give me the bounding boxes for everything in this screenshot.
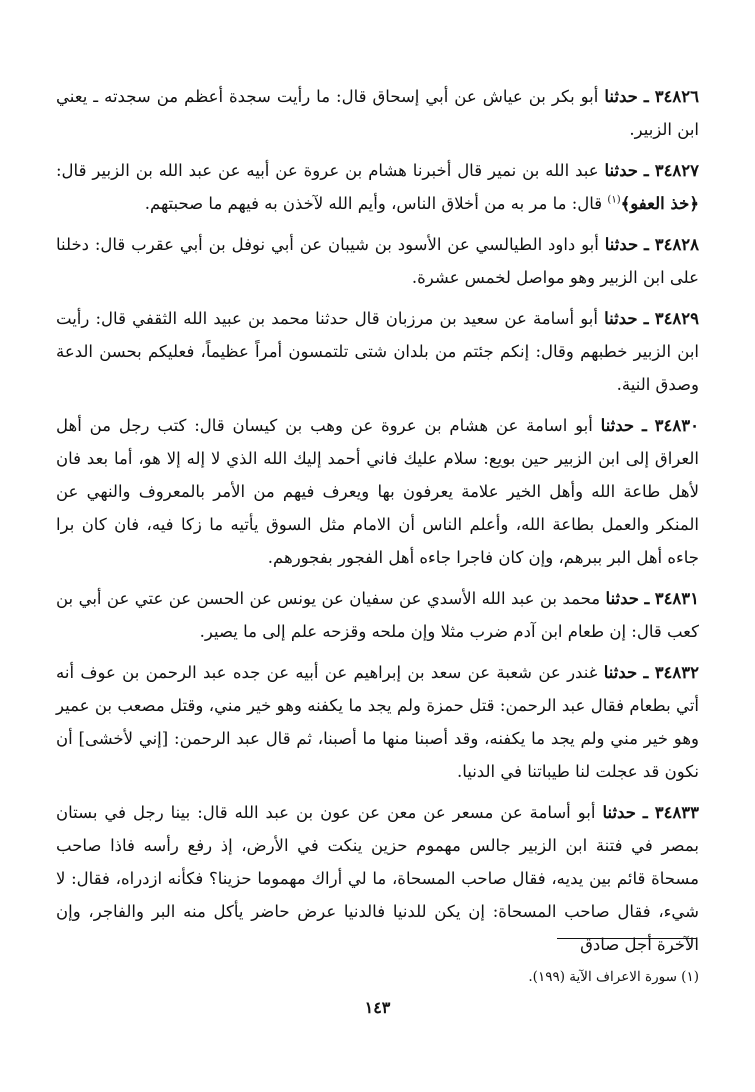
hadith-34833 [56, 796, 699, 961]
hadith-34828 [56, 228, 699, 294]
hadith-34831 [56, 582, 699, 648]
hadith-lead: حدثنا [602, 803, 636, 822]
hadith-dash: ـ [643, 161, 649, 180]
hadith-number: ٣٤٨٢٦ [654, 87, 699, 106]
hadith-text: محمد بن عبد الله الأسدي عن سفيان عن يونس عن الحسن عن عتي عن أبي بن كعب قال: إن طعام ابن آدم ضرب مثلا وإن ملحه وقزحه علم إلى ما يصير. [56, 589, 699, 641]
hadith-34827 [56, 154, 699, 220]
footnote-separator [557, 938, 697, 939]
hadith-34829 [56, 302, 699, 401]
hadith-text: أبو أسامة عن مسعر عن معن عن عون بن عبد الله قال: بينا رجل في بستان بمصر في فتنة ابن الزبير جالس مهموم حزين ينكت في الأرض، إذ رفع رأسه فاذا صاحب مسحاة قائم بين يديه، فقال صاحب المسحاة، ما لي أراك مهموما حزينا؟ فكأنه ازدراه، فقال: لا شيء، فقال صاحب المسحاة: إن يكن للدنيا فالدنيا عرض حاضر يأكل منه البر والفاجر، وإن الآخرة أجل صادق [56, 803, 699, 954]
hadith-34826 [56, 80, 699, 146]
hadith-lead: حدثنا [604, 87, 638, 106]
hadith-number: ٣٤٨٢٧ [654, 161, 700, 180]
hadith-dash: ـ [642, 803, 648, 822]
hadith-dash: ـ [643, 663, 649, 682]
hadith-number: ٣٤٨٣٣ [654, 803, 700, 822]
hadith-number: ٣٤٨٣١ [654, 589, 700, 608]
hadith-text: أبو بكر بن عياش عن أبي إسحاق قال: ما رأيت سجدة أعظم من سجدته ـ يعني ابن الزبير. [56, 87, 699, 139]
hadith-text: أبو أسامة عن سعيد بن مرزبان قال حدثنا محمد بن عبيد الله الثقفي قال: رأيت ابن الزبير خطبهم وقال: إنكم جئتم من بلدان شتى تلتمسون أمراً عظيماً، فعليكم بحسن الدعة وصدق النية. [56, 309, 699, 394]
hadith-dash: ـ [644, 589, 650, 608]
hadith-text: غندر عن شعبة عن سعد بن إبراهيم عن أبيه عن جده عبد الرحمن بن عوف أنه أتي بطعام فقال عبد الرحمن: قتل حمزة ولم يجد ما يكفنه وهو خير مني، وقتل مصعب بن عمير وهو خير مني ولم يجد ما يكفنه، وقد أصبنا منها ما أصبنا، ثم قال عبد الرحمن: [إني لأخشى] أن نكون قد عجلت لنا طيباتنا في الدنيا. [56, 663, 699, 781]
hadith-34832 [56, 656, 699, 788]
page-body [56, 80, 699, 969]
footnote-ref: (١) [607, 194, 621, 206]
hadith-text: أبو داود الطيالسي عن الأسود بن شيبان عن أبي نوفل بن أبي عقرب قال: دخلنا على ابن الزبير وهو مواصل لخمس عشرة. [56, 235, 699, 287]
hadith-lead: حدثنا [603, 663, 638, 682]
hadith-number: ٣٤٨٢٩ [654, 309, 700, 328]
hadith-text-continued: قال: ما مر به من أخلاق الناس، وأيم الله لآخذن به فيهم ما صحبتهم. [144, 194, 603, 213]
hadith-dash: ـ [643, 87, 649, 106]
hadith-lead: حدثنا [604, 161, 638, 180]
footnote: (١) سورة الاعراف الآية (١٩٩). [528, 969, 699, 985]
quran-quote: ﴿خذ العفو﴾ [620, 194, 699, 213]
hadith-34830 [56, 409, 699, 574]
hadith-lead: حدثنا [604, 309, 638, 328]
hadith-dash: ـ [644, 235, 649, 254]
hadith-text: عبد الله بن نمير قال أخبرنا هشام بن عروة عن أبيه عن عبد الله بن الزبير قال: [56, 161, 599, 180]
hadith-number: ٣٤٨٣٠ [654, 416, 699, 435]
hadith-text: أبو اسامة عن هشام بن عروة عن وهب بن كيسان قال: كتب رجل من أهل العراق إلى ابن الزبير حين بويع: سلام عليك فاني أحمد إليك الله الذي لا إله إلا هو، أما بعد فان لأهل طاعة الله وأهل الخير علامة يعرفون بها ويعرف فيهم من الأمر بالمعروف والنهي عن المنكر والعمل بطاعة الله، وأعلم الناس أن الامام مثل السوق يأتيه ما زكا فيه، فان كان برا جاءه أهل البر ببرهم، وإن كان فاجرا جاءه أهل الفجور بفجورهم. [56, 416, 699, 567]
hadith-lead: حدثنا [604, 235, 639, 254]
hadith-dash: ـ [643, 309, 649, 328]
page-number: ١٤٣ [364, 998, 391, 1017]
hadith-number: ٣٤٨٢٨ [654, 235, 700, 254]
hadith-number: ٣٤٨٣٢ [654, 663, 699, 682]
hadith-lead: حدثنا [600, 416, 635, 435]
hadith-dash: ـ [641, 416, 647, 435]
hadith-lead: حدثنا [605, 589, 640, 608]
